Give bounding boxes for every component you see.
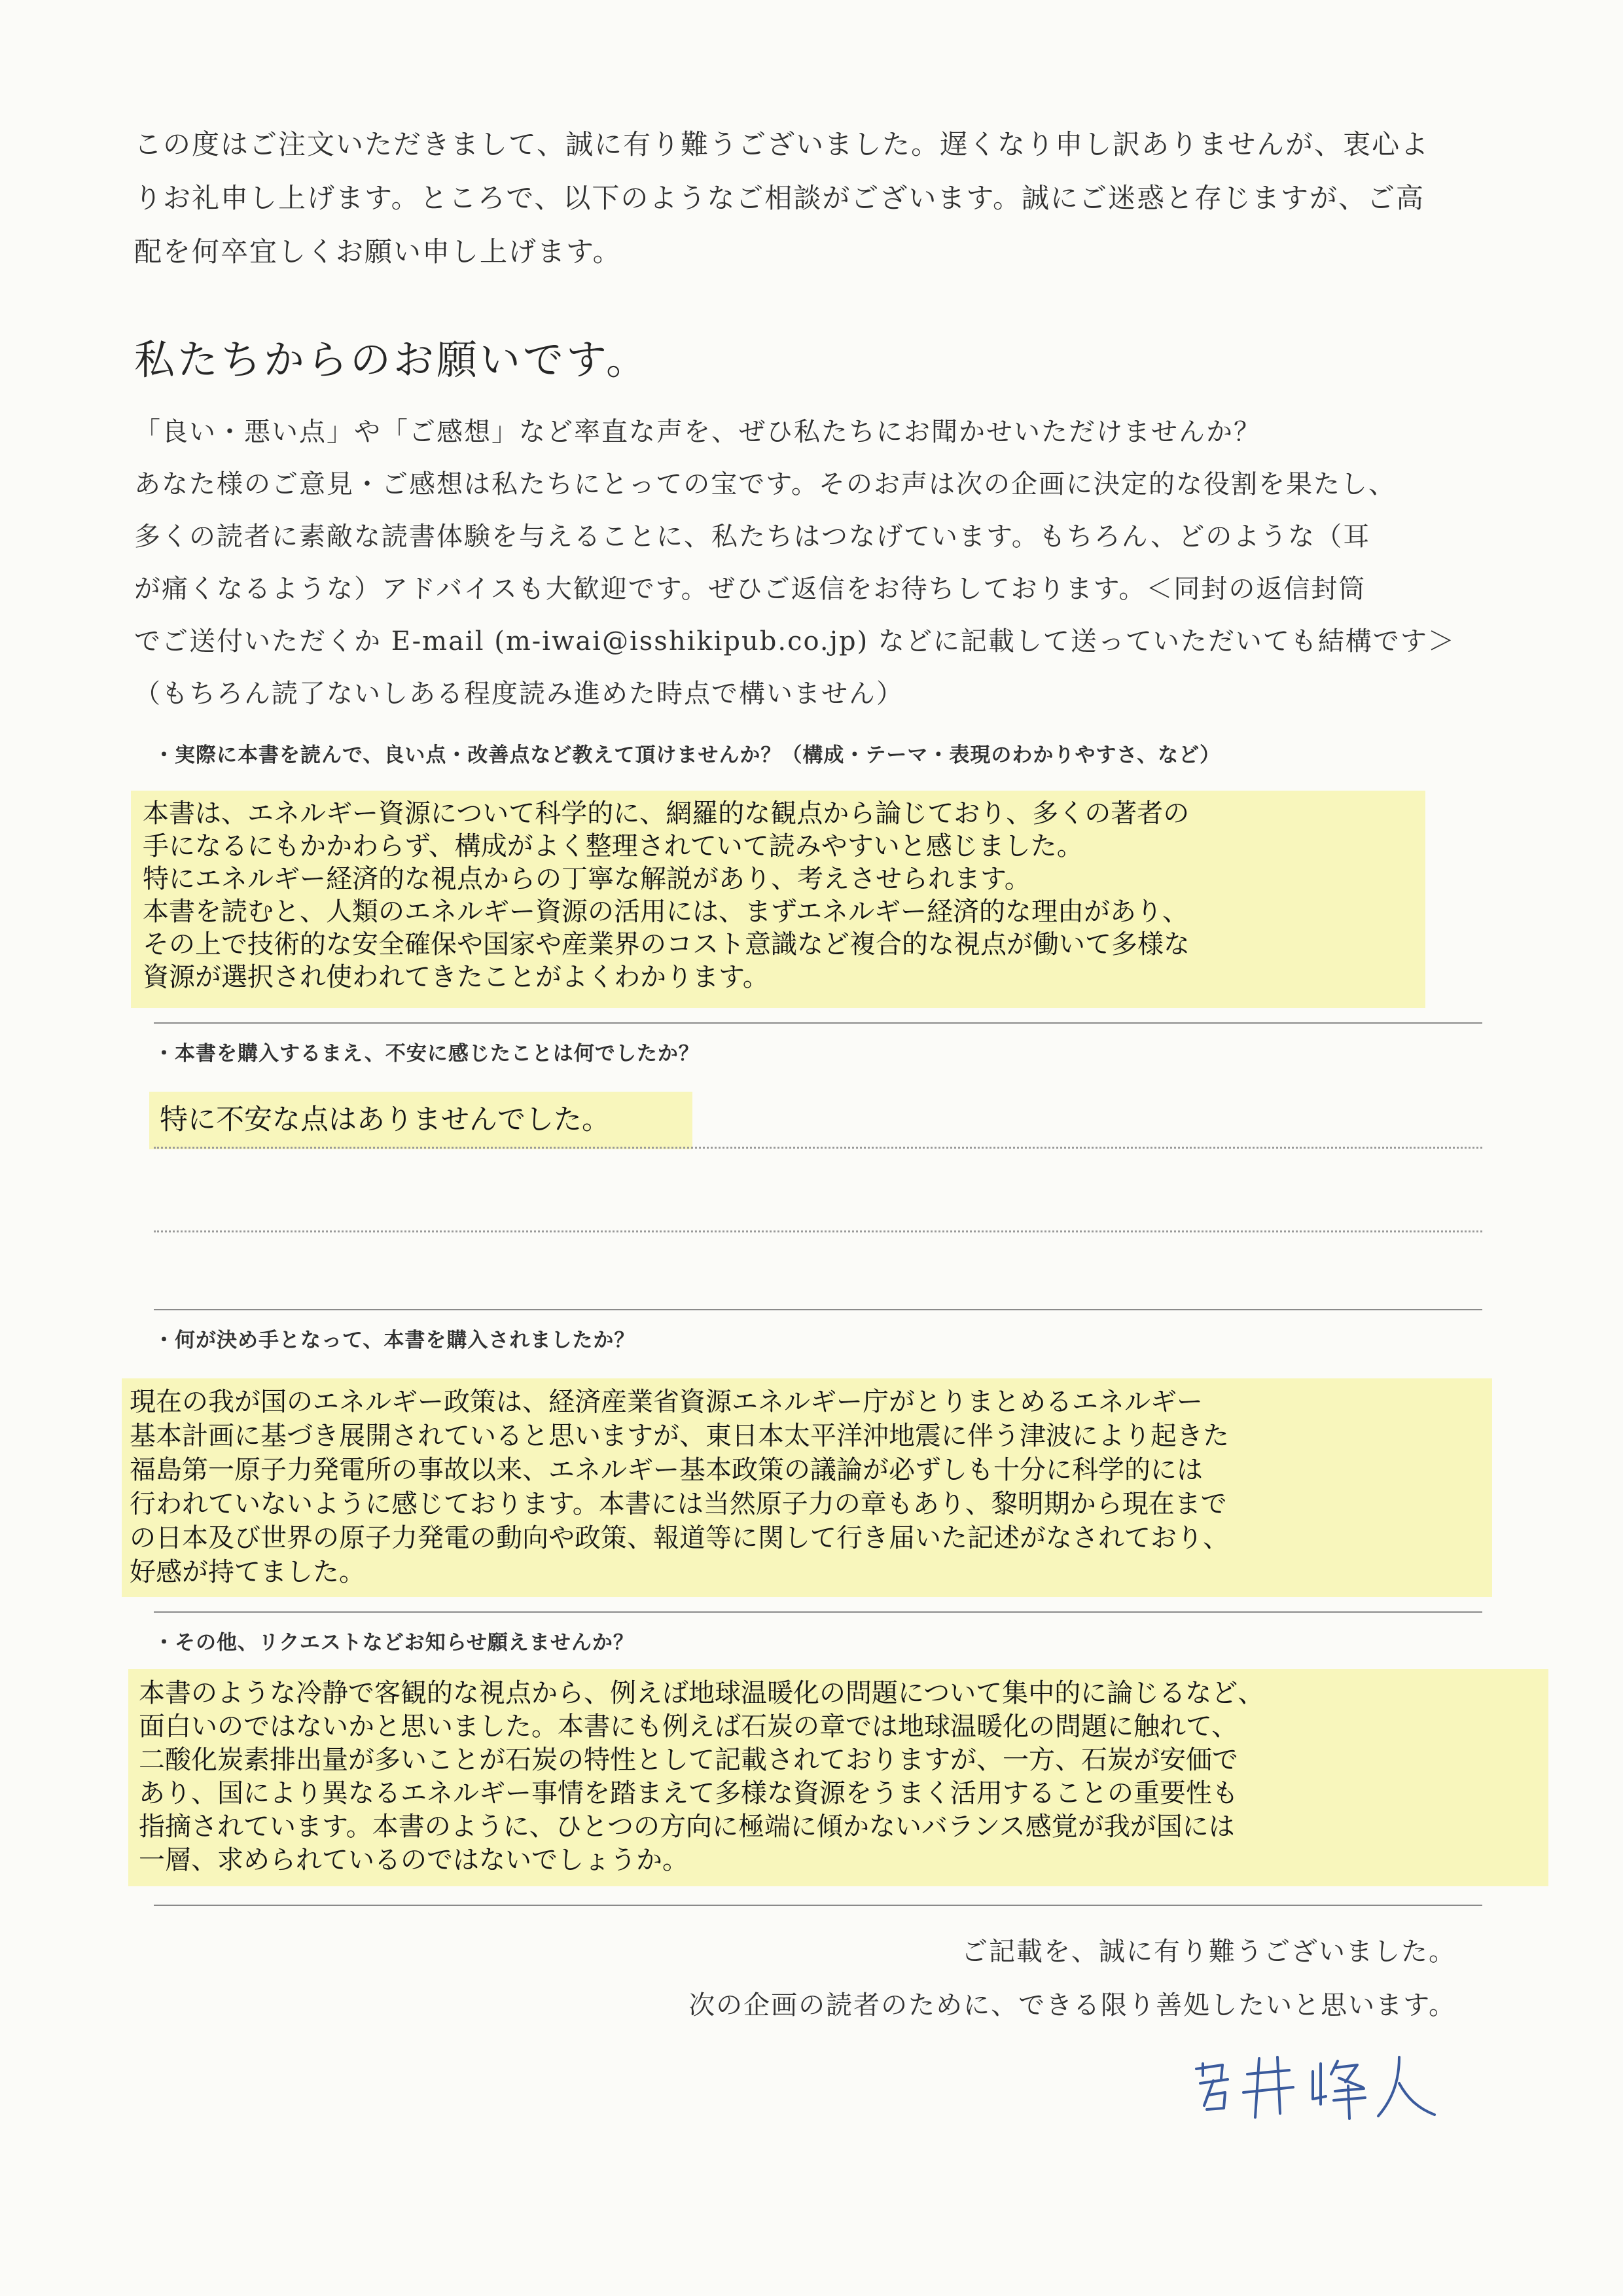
request-line: あなた様のご意見・ご感想は私たちにとっての宝です。そのお声は次の企画に決定的な役割を果たし、 [134, 469, 1396, 499]
request-line: でご送付いただくか E-mail (m-iwai@isshikipub.co.jp) などに記載して送っていただいても結構です＞ [134, 626, 1455, 656]
request-line: 多くの読者に素敵な読書体験を与えることに、私たちはつなげています。もちろん、どのような（耳 [134, 522, 1371, 552]
intro-paragraph [134, 118, 1463, 279]
answer-line: 手になるにもかかわらず、構成がよく整理されていて読みやすいと感じました。 [143, 831, 1083, 861]
answer-line: 二酸化炭素排出量が多いことが石炭の特性として記載されておりますが、一方、石炭が安価で [139, 1745, 1238, 1775]
request-line: 「良い・悪い点」や「ご感想」など率直な声を、ぜひ私たちにお聞かせいただけませんか？ [134, 417, 1261, 447]
answer-good-bad-points [131, 791, 1425, 1008]
question-label-concerns: ・本書を購入するまえ、不安に感じたことは何でしたか？ [154, 1042, 700, 1066]
answer-line: あり、国により異なるエネルギー事情を踏まえて多様な資源をうまく活用することの重要性も [139, 1778, 1238, 1808]
answer-line-rule [154, 1230, 1482, 1232]
section-divider [154, 1309, 1482, 1310]
question-label-requests: ・その他、リクエストなどお知らせ願えませんか？ [154, 1631, 634, 1655]
intro-line: りお礼申し上げます。ところで、以下のようなご相談がございます。誠にご迷惑と存じますが、ご高 [134, 182, 1425, 214]
answer-line: その上で技術的な安全確保や国家や産業界のコスト意識など複合的な視点が働いて多様な [143, 929, 1190, 960]
answer-line: 一層、求められているのではないでしょうか。 [139, 1845, 688, 1875]
closing-thanks: ご記載を、誠に有り難うございました。 [961, 1937, 1456, 1967]
answer-purchase-reason [122, 1378, 1492, 1597]
request-line: （もちろん読了ないしある程度読み進めた時点で構いません） [134, 679, 904, 709]
answer-line: 特にエネルギー経済的な視点からの丁寧な解説があり、考えさせられます。 [143, 864, 1031, 894]
answer-line: 資源が選択され使われてきたことがよくわかります。 [143, 962, 769, 992]
answer-line: 基本計画に基づき展開されていると思いますが、東日本太平洋沖地震に伴う津波により起きた [130, 1421, 1229, 1451]
answer-requests [128, 1669, 1548, 1886]
answer-line: 本書を読むと、人類のエネルギー資源の活用には、まずエネルギー経済的な理由があり、 [143, 897, 1188, 927]
answer-line: 本書のような冷静で客観的な視点から、例えば地球温暖化の問題について集中的に論じるなど、 [139, 1678, 1264, 1708]
page-heading: 私たちからのお願いです。 [134, 336, 650, 384]
answer-line: 本書は、エネルギー資源について科学的に、網羅的な観点から論じており、多くの著者の [143, 798, 1190, 829]
handwritten-signature [1191, 2045, 1453, 2124]
section-divider [154, 1611, 1482, 1613]
question-label-purchase-reason: ・何が決め手となって、本書を購入されましたか？ [154, 1329, 635, 1352]
answer-line: 指摘されています。本書のように、ひとつの方向に極端に傾かないバランス感覚が我が国には [139, 1812, 1235, 1842]
intro-line: 配を何卒宜しくお願い申し上げます。 [134, 236, 622, 268]
request-line: が痛くなるような）アドバイスも大歓迎です。ぜひご返信をお待ちしております。＜同封の返信封筒 [134, 574, 1366, 604]
answer-line: 行われていないように感じております。本書には当然原子力の章もあり、黎明期から現在まで [130, 1489, 1227, 1519]
question-label-good-bad-points: ・実際に本書を読んで、良い点・改善点など教えて頂けませんか？（構成・テーマ・表現のわかりやすさ、など） [154, 744, 1221, 767]
answer-line-rule [154, 1147, 1482, 1149]
answer-concerns [149, 1092, 692, 1149]
answer-line: 好感が持てました。 [130, 1557, 365, 1587]
answer-line: 福島第一原子力発電所の事故以来、エネルギー基本政策の議論が必ずしも十分に科学的には [130, 1455, 1203, 1485]
answer-line: 特に不安な点はありませんでした。 [160, 1103, 610, 1136]
answer-line: 面白いのではないかと思いました。本書にも例えば石炭の章では地球温暖化の問題に触れて、 [139, 1712, 1238, 1742]
section-divider [154, 1022, 1482, 1024]
closing-note: 次の企画の読者のために、できる限り善処したいと思います。 [688, 1990, 1456, 2020]
request-paragraph [134, 406, 1463, 720]
intro-line: この度はご注文いただきまして、誠に有り難うございました。遅くなり申し訳ありませんが、衷心よ [134, 128, 1430, 160]
answer-line: 現在の我が国のエネルギー政策は、経済産業省資源エネルギー庁がとりまとめるエネルギー [130, 1387, 1203, 1417]
answer-line: の日本及び世界の原子力発電の動向や政策、報道等に関して行き届いた記述がなされており、 [130, 1523, 1229, 1553]
section-divider [154, 1905, 1482, 1906]
